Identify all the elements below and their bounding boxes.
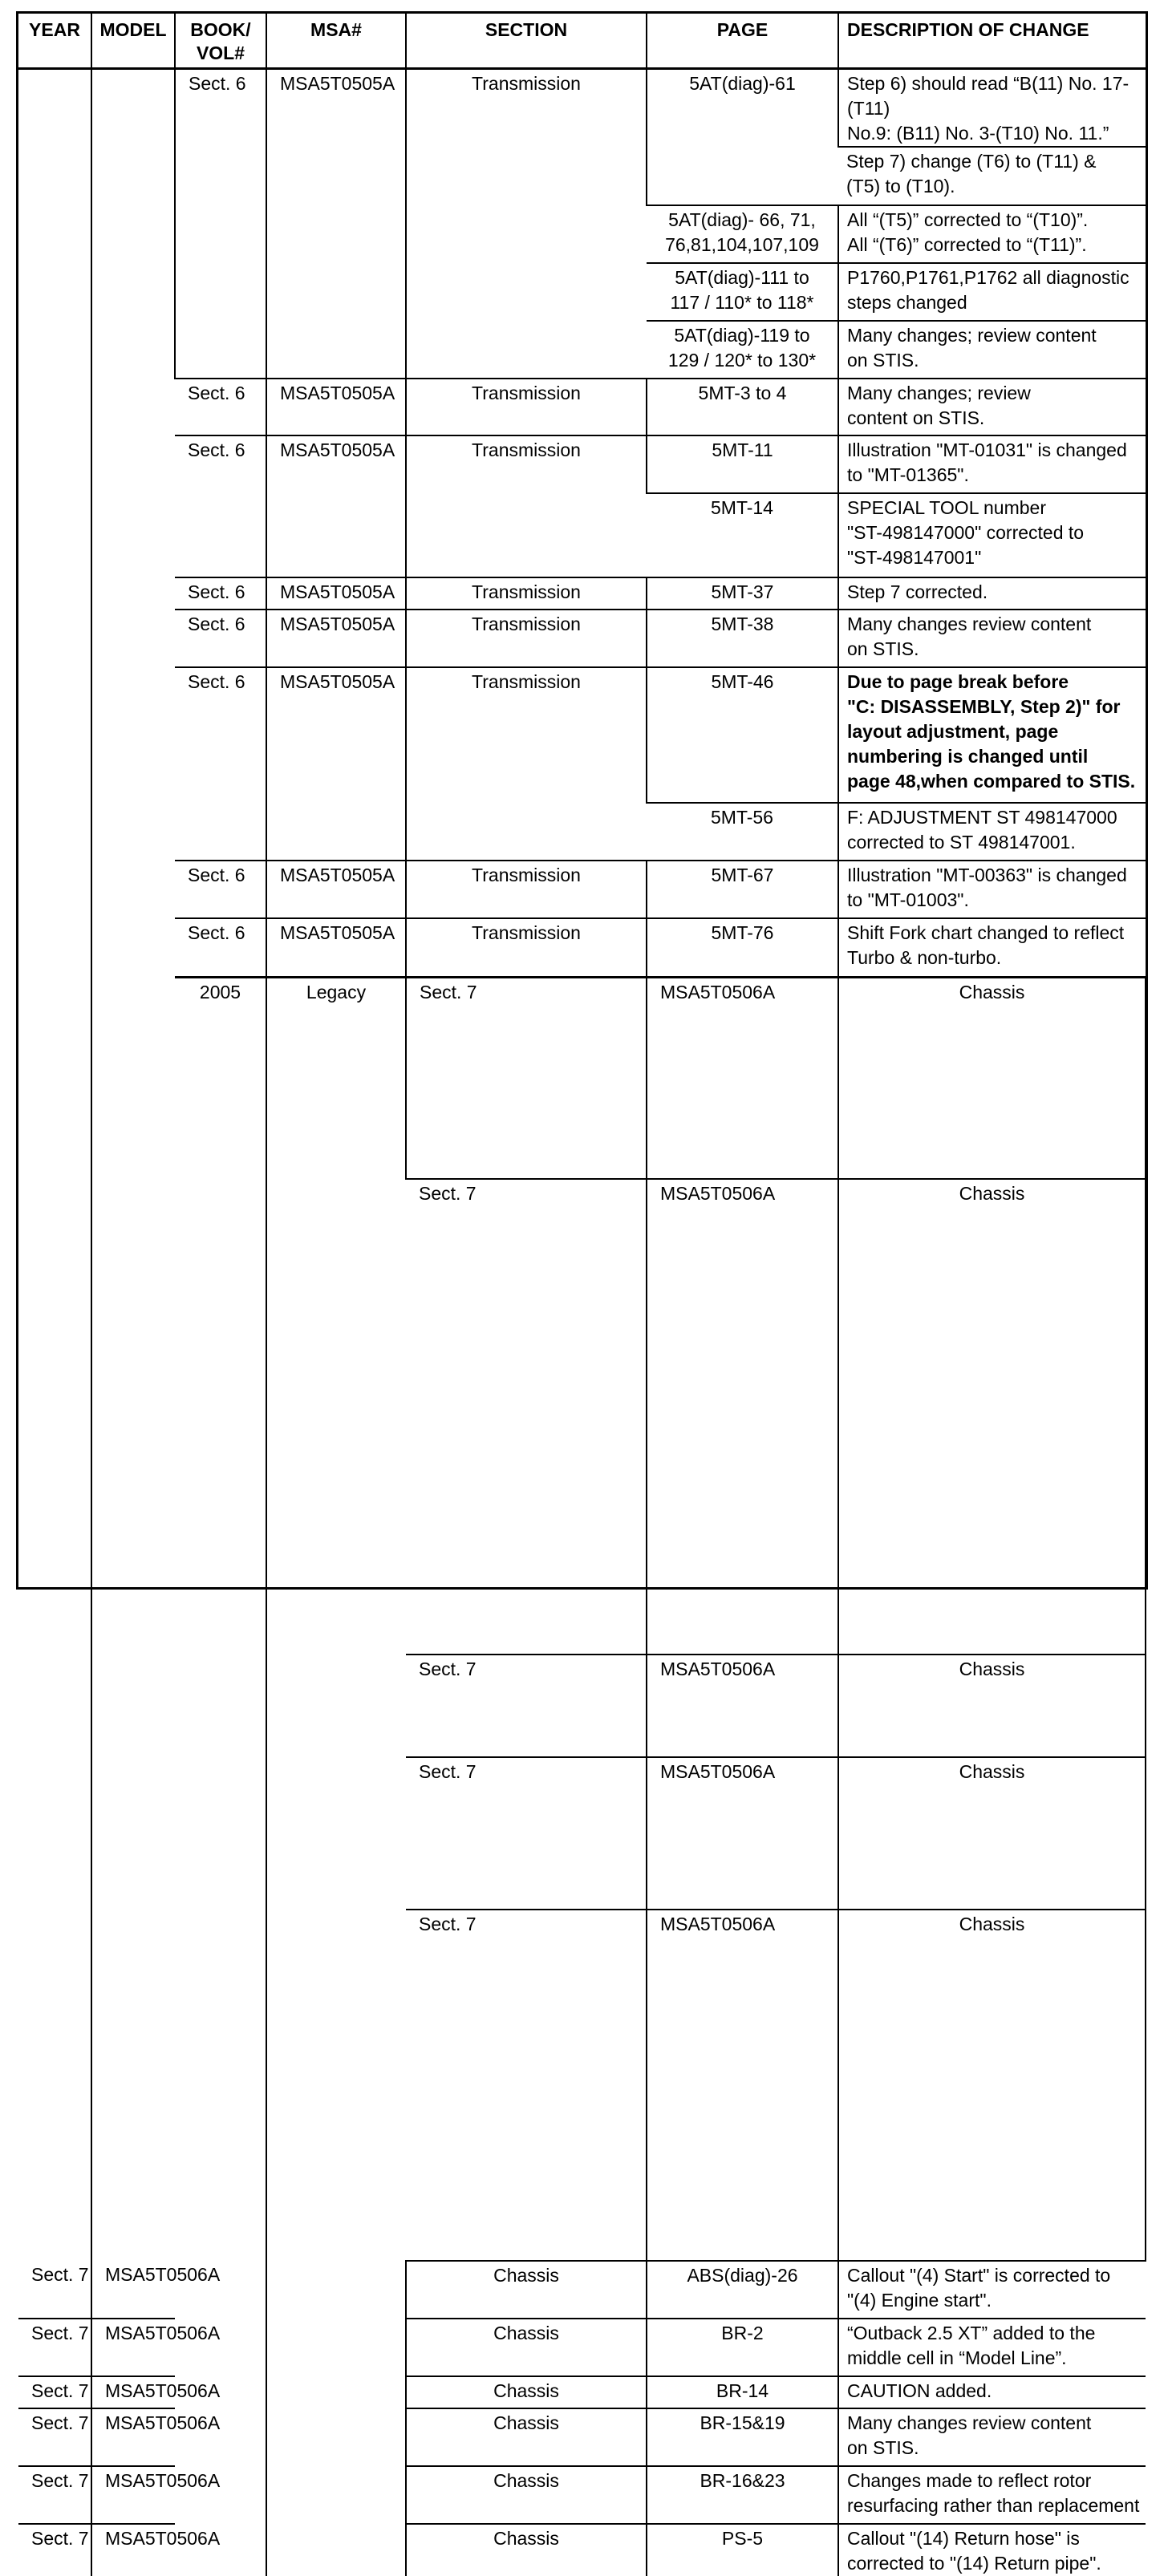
desc-line: resurfacing rather than replacement [847, 2494, 1140, 2516]
desc-line: F: ADJUSTMENT ST 498147000 [847, 806, 1117, 828]
description-cell [838, 861, 1146, 918]
page-cell: 5MT-76 [647, 918, 838, 978]
desc-line: "(4) Engine start". [847, 2289, 992, 2311]
desc-line: Illustration "MT-01031" is changed [847, 439, 1127, 460]
page-cell: BR-14 [647, 2376, 838, 2408]
description-cell [838, 803, 1146, 861]
book-cell: Sect. 7 [31, 2527, 89, 2549]
msa-cell: MSA5T0505A [266, 918, 406, 978]
desc-line: "ST-498147000" corrected to [847, 521, 1085, 543]
desc-line: Shift Fork chart changed to reflect [847, 921, 1125, 943]
page-line: 117 / 110* to 118* [670, 291, 814, 313]
description-cell [838, 263, 1146, 321]
header-book-vol [175, 14, 266, 68]
description-cell [838, 667, 1146, 803]
desc-line: All “(T6)” corrected to “(T11)”. [847, 233, 1087, 255]
desc-line: SPECIAL TOOL number [847, 496, 1047, 518]
msa-cell: MSA5T0505A [266, 435, 406, 577]
desc-line: on STIS. [847, 2436, 919, 2458]
desc-line: Changes made to reflect rotor [847, 2469, 1092, 2491]
desc-line: Many changes; review [847, 382, 1031, 403]
section-cell: Transmission [406, 918, 647, 978]
desc-line: All “(T5)” corrected to “(T10)”. [847, 209, 1089, 230]
desc-line: to "MT-01003". [847, 889, 969, 910]
msa-cell: MSA5T0505A [266, 667, 406, 861]
description-cell [838, 610, 1146, 667]
table-row [18, 577, 1146, 610]
year-cell [18, 68, 91, 2261]
msa-cell: MSA5T0505A [266, 610, 406, 667]
msa-cell: MSA5T0505A [266, 379, 406, 435]
description-cell [838, 2524, 1146, 2576]
msa-cell: MSA5T0506A [647, 1910, 838, 2261]
page-cell: BR-2 [647, 2319, 838, 2376]
desc-line: Due to page break before [847, 670, 1069, 692]
msa-cell: MSA5T0506A [91, 2261, 175, 2319]
book-cell: Sect. 7 [406, 1655, 647, 1757]
header-msa: MSA# [266, 14, 406, 68]
desc-line: on STIS. [847, 349, 919, 371]
year-cell: 2005 [175, 978, 266, 2576]
book-cell: Sect. 6 [175, 610, 266, 667]
book-cell: Sect. 7 [406, 1757, 647, 1910]
msa-cell: MSA5T0506A [647, 978, 838, 1179]
page-cell: BR-15&19 [647, 2408, 838, 2466]
msa-cell: MSA5T0505A [266, 68, 406, 379]
page-cell: 5MT-38 [647, 610, 838, 667]
table-row [18, 861, 1146, 918]
book-cell: Sect. 6 [175, 918, 266, 978]
page-cell: 5MT-14 [647, 493, 838, 577]
desc-line: Step 6) should read “B(11) No. 17-(T11) [847, 72, 1129, 119]
header-model: MODEL [91, 14, 175, 68]
description-cell [838, 493, 1146, 577]
page-cell [647, 321, 838, 379]
change-log-document [16, 11, 1148, 2574]
page-cell: 5AT(diag)-61 [647, 68, 838, 205]
section-cell: Chassis [406, 2319, 647, 2376]
page-cell [647, 205, 838, 263]
msa-cell: MSA5T0506A [91, 2466, 175, 2524]
section-cell: Chassis [838, 1179, 1146, 1655]
description-cell [838, 68, 1146, 147]
header-row [18, 14, 1146, 68]
table-row [18, 68, 1146, 147]
description-cell [838, 577, 1146, 610]
section-cell: Chassis [838, 978, 1146, 1179]
book-cell: Sect. 7 [18, 2408, 91, 2466]
msa-cell: MSA5T0506A [647, 1757, 838, 1910]
desc-line: layout adjustment, page [847, 720, 1059, 742]
section-cell: Chassis [406, 2261, 647, 2319]
page-line: 129 / 120* to 130* [667, 349, 817, 371]
page-cell: 5MT-3 to 4 [647, 379, 838, 435]
page-cell: 5MT-11 [647, 435, 838, 493]
book-cell: Sect. 6 [175, 667, 266, 861]
description-cell [838, 379, 1146, 435]
msa-cell: MSA5T0506A [91, 2319, 175, 2376]
book-cell: Sect. 7 [406, 1910, 647, 2261]
desc-line: steps changed [847, 291, 967, 313]
section-cell: Chassis [406, 2376, 647, 2408]
model-cell [91, 68, 175, 2261]
desc-line: Many changes review content [847, 2412, 1092, 2433]
page-line: 5AT(diag)-111 to [675, 266, 809, 288]
desc-line: No.9: (B11) No. 3-(T10) No. 11.” [847, 122, 1109, 144]
page-cell: PS-5 [647, 2524, 838, 2576]
change-log-table [18, 14, 1146, 2576]
page-cell: BR-16&23 [647, 2466, 838, 2524]
page-cell: ABS(diag)-26 [647, 2261, 838, 2319]
description-cell [838, 321, 1146, 379]
desc-line: Many changes review content [847, 613, 1092, 634]
msa-cell: MSA5T0506A [647, 1179, 838, 1655]
description-cell [838, 2408, 1146, 2466]
desc-line: numbering is changed until [847, 745, 1089, 767]
section-cell: Transmission [406, 667, 647, 861]
page-cell: 5MT-37 [647, 577, 838, 610]
desc-line: Step 7) change (T6) to (T11) & [846, 150, 1097, 172]
book-cell: Sect. 7 [406, 1179, 647, 1655]
msa-cell: MSA5T0505A [266, 861, 406, 918]
book-cell: Sect. 7 [18, 2466, 91, 2524]
desc-line: (T5) to (T10). [846, 175, 955, 196]
desc-line: CAUTION added. [847, 2380, 992, 2401]
description-cell [838, 2376, 1146, 2408]
model-cell: Legacy [266, 978, 406, 2576]
page-line: 5AT(diag)- 66, 71, [668, 209, 816, 230]
section-cell: Transmission [406, 577, 647, 610]
header-book-line-2: VOL# [196, 43, 245, 63]
table-row [18, 918, 1146, 978]
desc-line: Many changes; review content [847, 324, 1097, 346]
book-cell: Sect. 7 [18, 2376, 91, 2408]
table-row [18, 667, 1146, 803]
desc-line: to "MT-01365". [847, 464, 969, 485]
description-cell [838, 918, 1146, 978]
table-row [18, 379, 1146, 435]
book-cell: Sect. 7 [406, 978, 647, 1179]
section-cell: Chassis [838, 1910, 1146, 2261]
section-cell: Transmission [406, 68, 647, 379]
header-description: DESCRIPTION OF CHANGE [838, 14, 1146, 68]
desc-line: Callout "(4) Start" is corrected to [847, 2264, 1111, 2286]
desc-line: “Outback 2.5 XT” added to the [847, 2322, 1096, 2343]
description-cell [838, 435, 1146, 493]
book-cell: Sect. 7 [18, 2319, 91, 2376]
header-section: SECTION [406, 14, 647, 68]
description-cell [838, 2261, 1146, 2319]
description-cell [838, 205, 1146, 263]
msa-cell: MSA5T0506A [91, 2376, 175, 2408]
table-row [18, 978, 1146, 1179]
msa-cell: MSA5T0506A [91, 2524, 175, 2576]
section-cell: Chassis [838, 1757, 1146, 1910]
page-cell: 5MT-56 [647, 803, 838, 861]
desc-line: Callout "(14) Return hose" is [847, 2527, 1080, 2549]
section-cell: Transmission [406, 379, 647, 435]
section-cell: Chassis [838, 1655, 1146, 1757]
section-cell: Chassis [406, 2408, 647, 2466]
page-cell: 5MT-67 [647, 861, 838, 918]
table-row [18, 435, 1146, 493]
header-page: PAGE [647, 14, 838, 68]
page-cell: 5MT-46 [647, 667, 838, 803]
description-cell [838, 2319, 1146, 2376]
desc-line: P1760,P1761,P1762 all diagnostic [847, 266, 1129, 288]
header-book-line-1: BOOK/ [190, 19, 251, 40]
desc-line: corrected to "(14) Return pipe". [847, 2552, 1101, 2574]
book-cell: Sect. 6 [175, 435, 266, 577]
desc-line: content on STIS. [847, 407, 985, 428]
book-cell: Sect. 6 [175, 68, 266, 379]
book-cell: Sect. 7 [18, 2261, 91, 2319]
section-cell: Transmission [406, 435, 647, 577]
msa-cell: MSA5T0505A [266, 577, 406, 610]
desc-line: Step 7 corrected. [847, 581, 988, 602]
header-year: YEAR [18, 14, 91, 68]
page-cell [647, 263, 838, 321]
table-row [18, 610, 1146, 667]
desc-line: middle cell in “Model Line”. [847, 2347, 1067, 2368]
desc-line: "C: DISASSEMBLY, Step 2)" for [847, 695, 1121, 717]
desc-line: Illustration "MT-00363" is changed [847, 864, 1127, 885]
msa-cell: MSA5T0506A [647, 1655, 838, 1757]
section-cell: Transmission [406, 861, 647, 918]
desc-line: corrected to ST 498147001. [847, 831, 1076, 853]
desc-line: page 48,when compared to STIS. [847, 770, 1136, 792]
msa-cell: MSA5T0506A [91, 2408, 175, 2466]
description-cell [838, 147, 1146, 205]
page-line: 76,81,104,107,109 [665, 233, 819, 255]
section-cell: Transmission [406, 610, 647, 667]
book-cell: Sect. 6 [175, 379, 266, 435]
desc-line: Turbo & non-turbo. [847, 946, 1002, 968]
book-cell: Sect. 6 [175, 577, 266, 610]
page-line: 5AT(diag)-119 to [674, 324, 810, 346]
desc-line: "ST-498147001" [847, 546, 982, 568]
book-cell: Sect. 6 [175, 861, 266, 918]
section-cell: Chassis [406, 2466, 647, 2524]
desc-line: on STIS. [847, 638, 919, 659]
description-cell [838, 2466, 1146, 2524]
section-cell: Chassis [406, 2524, 647, 2576]
